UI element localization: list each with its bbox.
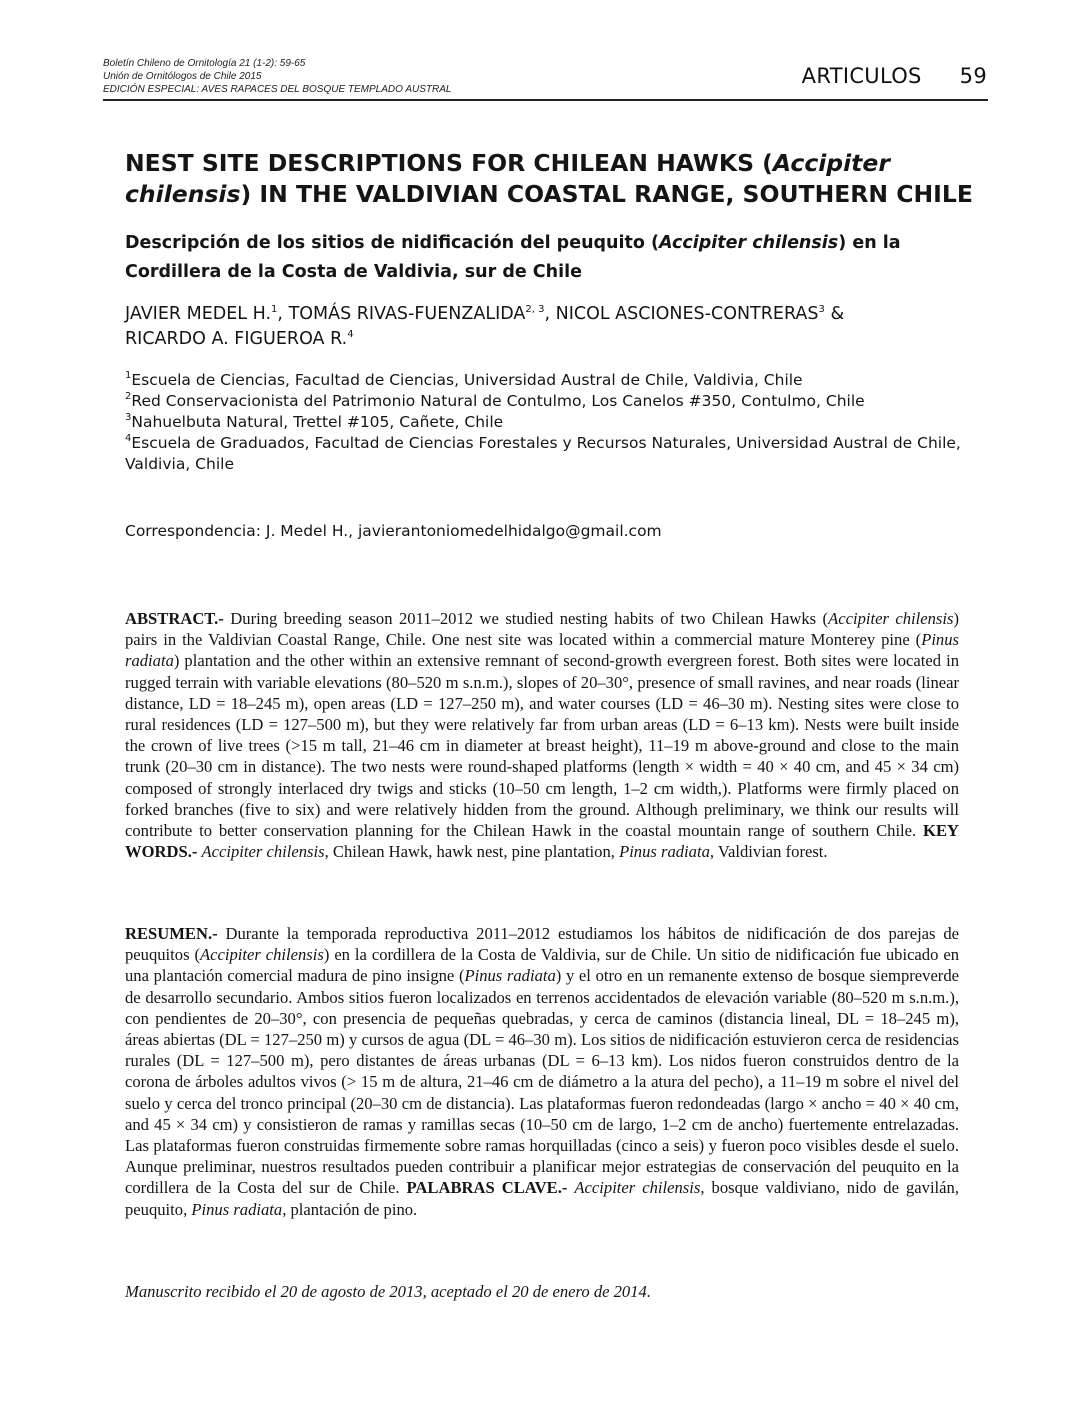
subtitle-text-end: ) en la Cordillera de la Costa de Valdivia, sur de Chile [125,233,901,282]
page-number: 59 [959,64,987,88]
resumen-label: RESUMEN.- [125,924,218,943]
header-rule [103,99,988,101]
affiliation-item: $^3$Nahuelbuta Natural, Trettel #105, Cañete, Chile [125,412,504,431]
title-text-end: ) IN THE VALDIVIAN COASTAL RANGE, SOUTHERN CHILE [240,180,973,208]
author-list [125,302,975,352]
affiliations [125,370,975,475]
special-edition-line: EDICIÓN ESPECIAL: AVES RAPACES DEL BOSQUE TEMPLADO AUSTRAL [103,84,452,95]
title-species: Accipiter chilensis [125,149,890,208]
author: NICOL ASCIONES-CONTRERAS$^3$ & [555,304,845,324]
journal-header [103,57,451,96]
abstract-label: ABSTRACT.- [125,609,224,628]
section-label: ARTICULOS [801,64,922,88]
abstract-paragraph: ABSTRACT.- During breeding season 2011–2012 we studied nesting habits of two Chilean Hawks (Accipiter chilensis) pairs in the Valdivian Coastal Range, Chile. One nest site was located within a commercial mature Monterey pine (Pinus radiata) plantation and the other within an extensive remnant of second-growth evergreen forest. Both sites were located in rugged terrain with variable elevations (80–520 m s.n.m.), slopes of 20–30°, presence of small ravines, and near roads (linear distance, LD = 18–245 m), open areas (LD = 127–250 m), and water courses (LD = 46–30 m). Nesting sites were close to rural residences (LD = 127–500 m), but they were relatively far from urban areas (LD = 6–13 km). Nests were built inside the crown of live trees (>15 m tall, 21–46 cm in diameter at breast height), 11–19 m above-ground and close to the main trunk (20–30 cm in distance). The two nests were round-shaped platforms (length × width = 40 × 40 cm, and 45 × 34 cm) composed of strongly interlaced dry twigs and sticks (10–50 cm length, 1–2 cm width,). Platforms were firmly placed on forked branches (five to six) and were relatively hidden from the ground. Although preliminary, we think our results will contribute to better conservation planning for the Chilean Hawk in the coastal mountain range of southern Chile. KEY WORDS.- Accipiter chilensis, Chilean Hawk, hawk nest, pine plantation, Pinus radiata, Valdivian forest. [125,609,959,862]
author: JAVIER MEDEL H.$^1$, [125,304,289,324]
keywords-label: KEY WORDS.- [125,821,959,862]
spanish-title [125,229,975,287]
subtitle-species: Accipiter chilensis [659,233,839,253]
journal-citation: Boletín Chileno de Ornitología 21 (1-2): 59-65 [103,58,306,69]
author: RICARDO A. FIGUEROA R.$^4$ [125,329,354,349]
subtitle-text: Descripción de los sitios de nidificación del peuquito ( [125,233,659,253]
affiliation-item: $^4$Escuela de Graduados, Facultad de Ciencias Forestales y Recursos Naturales, Universidad Austral de Chile, Valdivia, Chile [125,433,961,473]
correspondence: Correspondencia: J. Medel H., javierantoniomedelhidalgo@gmail.com [125,522,662,540]
title-text: NEST SITE DESCRIPTIONS FOR CHILEAN HAWKS ( [125,149,773,177]
resumen-paragraph: RESUMEN.- Durante la temporada reproductiva 2011–2012 estudiamos los hábitos de nidificación de dos parejas de peuquitos (Accipiter chilensis) en la cordillera de la Costa de Valdivia, sur de Chile. Un sitio de nidificación fue ubicado en una plantación comercial madura de pino insigne (Pinus radiata) y el otro en un remanente extenso de bosque siempreverde de desarrollo secundario. Ambos sitios fueron localizados en terrenos accidentados de elevación variable (80–520 m s.n.m.), con pendientes de 20–30°, con presencia de pequeñas quebradas, y cerca de caminos (distancia lineal, DL = 18–245 m), áreas abiertas (DL = 127–250 m) y cursos de agua (DL = 46–30 m). Los sitios de nidificación estuvieron cerca de residencias rurales (DL = 127–500 m), pero distantes de áreas urbanas (DL = 6–13 km). Los nidos fueron construidos dentro de la corona de árboles adultos vivos (> 15 m de altura, 21–46 cm de diámetro a la atura del pecho), a 11–19 m sobre el nivel del suelo y cerca del tronco principal (20–30 cm de distancia). Las plataformas fueron redondeadas (largo × ancho = 40 × 40 cm, and 45 × 34 cm) y consistieron de ramas y ramillas secas (10–50 cm de largo, 1–2 cm de ancho) fuertemente entrelazadas. Las plataformas fueron construidas firmemente sobre ramas horquilladas (cinco a seis) y fueron poco visibles desde el suelo. Aunque preliminar, nuestros resultados pueden contribuir a planificar mejor estrategias de conservación del peuquito en la cordillera de la Costa del sur de Chile. PALABRAS CLAVE.- Accipiter chilensis, bosque valdiviano, nido de gavilán, peuquito, Pinus radiata, plantación de pino. [125,924,959,1219]
running-head [802,64,987,88]
article-title [125,148,975,210]
affiliation-item: $^1$Escuela de Ciencias, Facultad de Ciencias, Universidad Austral de Chile, Valdivia, Chile [125,370,803,389]
palabras-clave-label: PALABRAS CLAVE.- [406,1178,568,1198]
manuscript-dates: Manuscrito recibido el 20 de agosto de 2013, aceptado el 20 de enero de 2014. [125,1282,651,1301]
author: TOMÁS RIVAS-FUENZALIDA$^{2, 3}$, [288,304,556,324]
affiliation-item: $^2$Red Conservacionista del Patrimonio Natural de Contulmo, Los Canelos #350, Contulmo, Chile [125,391,865,410]
publisher-line: Unión de Ornitólogos de Chile 2015 [103,71,262,82]
